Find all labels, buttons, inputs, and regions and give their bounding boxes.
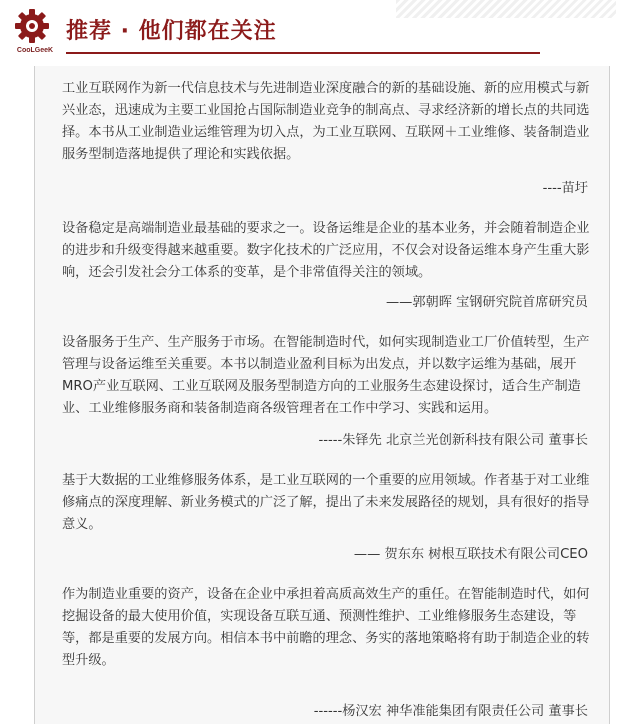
quote-block xyxy=(62,78,590,166)
quote-block xyxy=(62,584,590,672)
gear-icon xyxy=(14,8,50,44)
quote-block xyxy=(62,470,590,536)
header xyxy=(0,0,640,70)
quote-signature: -----朱铎先 北京兰光创新科技有限公司 董事长 xyxy=(318,433,588,448)
quote-text: 基于大数据的工业维修服务体系，是工业互联网的一个重要的应用领域。作者基于对工业维修痛点的深度理解、新业务模式的广泛了解，提出了未来发展路径的规划，具有很好的指导意义。 xyxy=(62,473,590,532)
quote-signature: ------杨汉宏 神华准能集团有限责任公司 董事长 xyxy=(313,704,588,719)
decorative-stripes xyxy=(396,0,616,18)
page-title: 推荐 · 他们都在关注 xyxy=(66,19,277,44)
logo-text: CooLGeeK xyxy=(16,47,54,54)
logo xyxy=(8,8,56,60)
quote-text: 工业互联网作为新一代信息技术与先进制造业深度融合的新的基础设施、新的应用模式与新兴业态，迅速成为主要工业国抢占国际制造业竞争的制高点、寻求经济新的增长点的共同选择。本书从工业制造业运维管理为切入点，为工业互联网、互联网＋工业维修、装备制造业服务型制造落地提供了理论和实践依据。 xyxy=(62,81,590,162)
quote-block xyxy=(62,332,590,420)
quote-text: 作为制造业重要的资产，设备在企业中承担着高质高效生产的重任。在智能制造时代，如何挖掘设备的最大使用价值，实现设备互联互通、预测性维护、工业维修服务生态建设，等等，都是重要的发展方向。相信本书中前瞻的理念、务实的落地策略将有助于制造企业的转型升级。 xyxy=(62,587,590,668)
quote-block xyxy=(62,218,590,284)
quote-text: 设备服务于生产、生产服务于市场。在智能制造时代，如何实现制造业工厂价值转型，生产管理与设备运维至关重要。本书以制造业盈利目标为出发点，并以数字运维为基础，展开MRO产业互联网、工业互联网及服务型制造方向的工业服务生态建设探讨，适合生产制造业、工业维修服务商和装备制造商各级管理者在工作中学习、实践和运用。 xyxy=(62,335,590,416)
quote-signature: ——郭朝晖 宝钢研究院首席研究员 xyxy=(385,295,588,310)
quote-signature: —— 贺东东 树根互联技术有限公司CEO xyxy=(353,547,588,562)
quote-text: 设备稳定是高端制造业最基础的要求之一。设备运维是企业的基本业务，并会随着制造企业的进步和升级变得越来越重要。数字化技术的广泛应用，不仅会对设备运维本身产生重大影响，还会引发社会分工体系的变革，是个非常值得关注的领域。 xyxy=(62,221,590,280)
title-divider xyxy=(66,52,540,54)
quote-signature: ----苗圩 xyxy=(542,181,588,196)
